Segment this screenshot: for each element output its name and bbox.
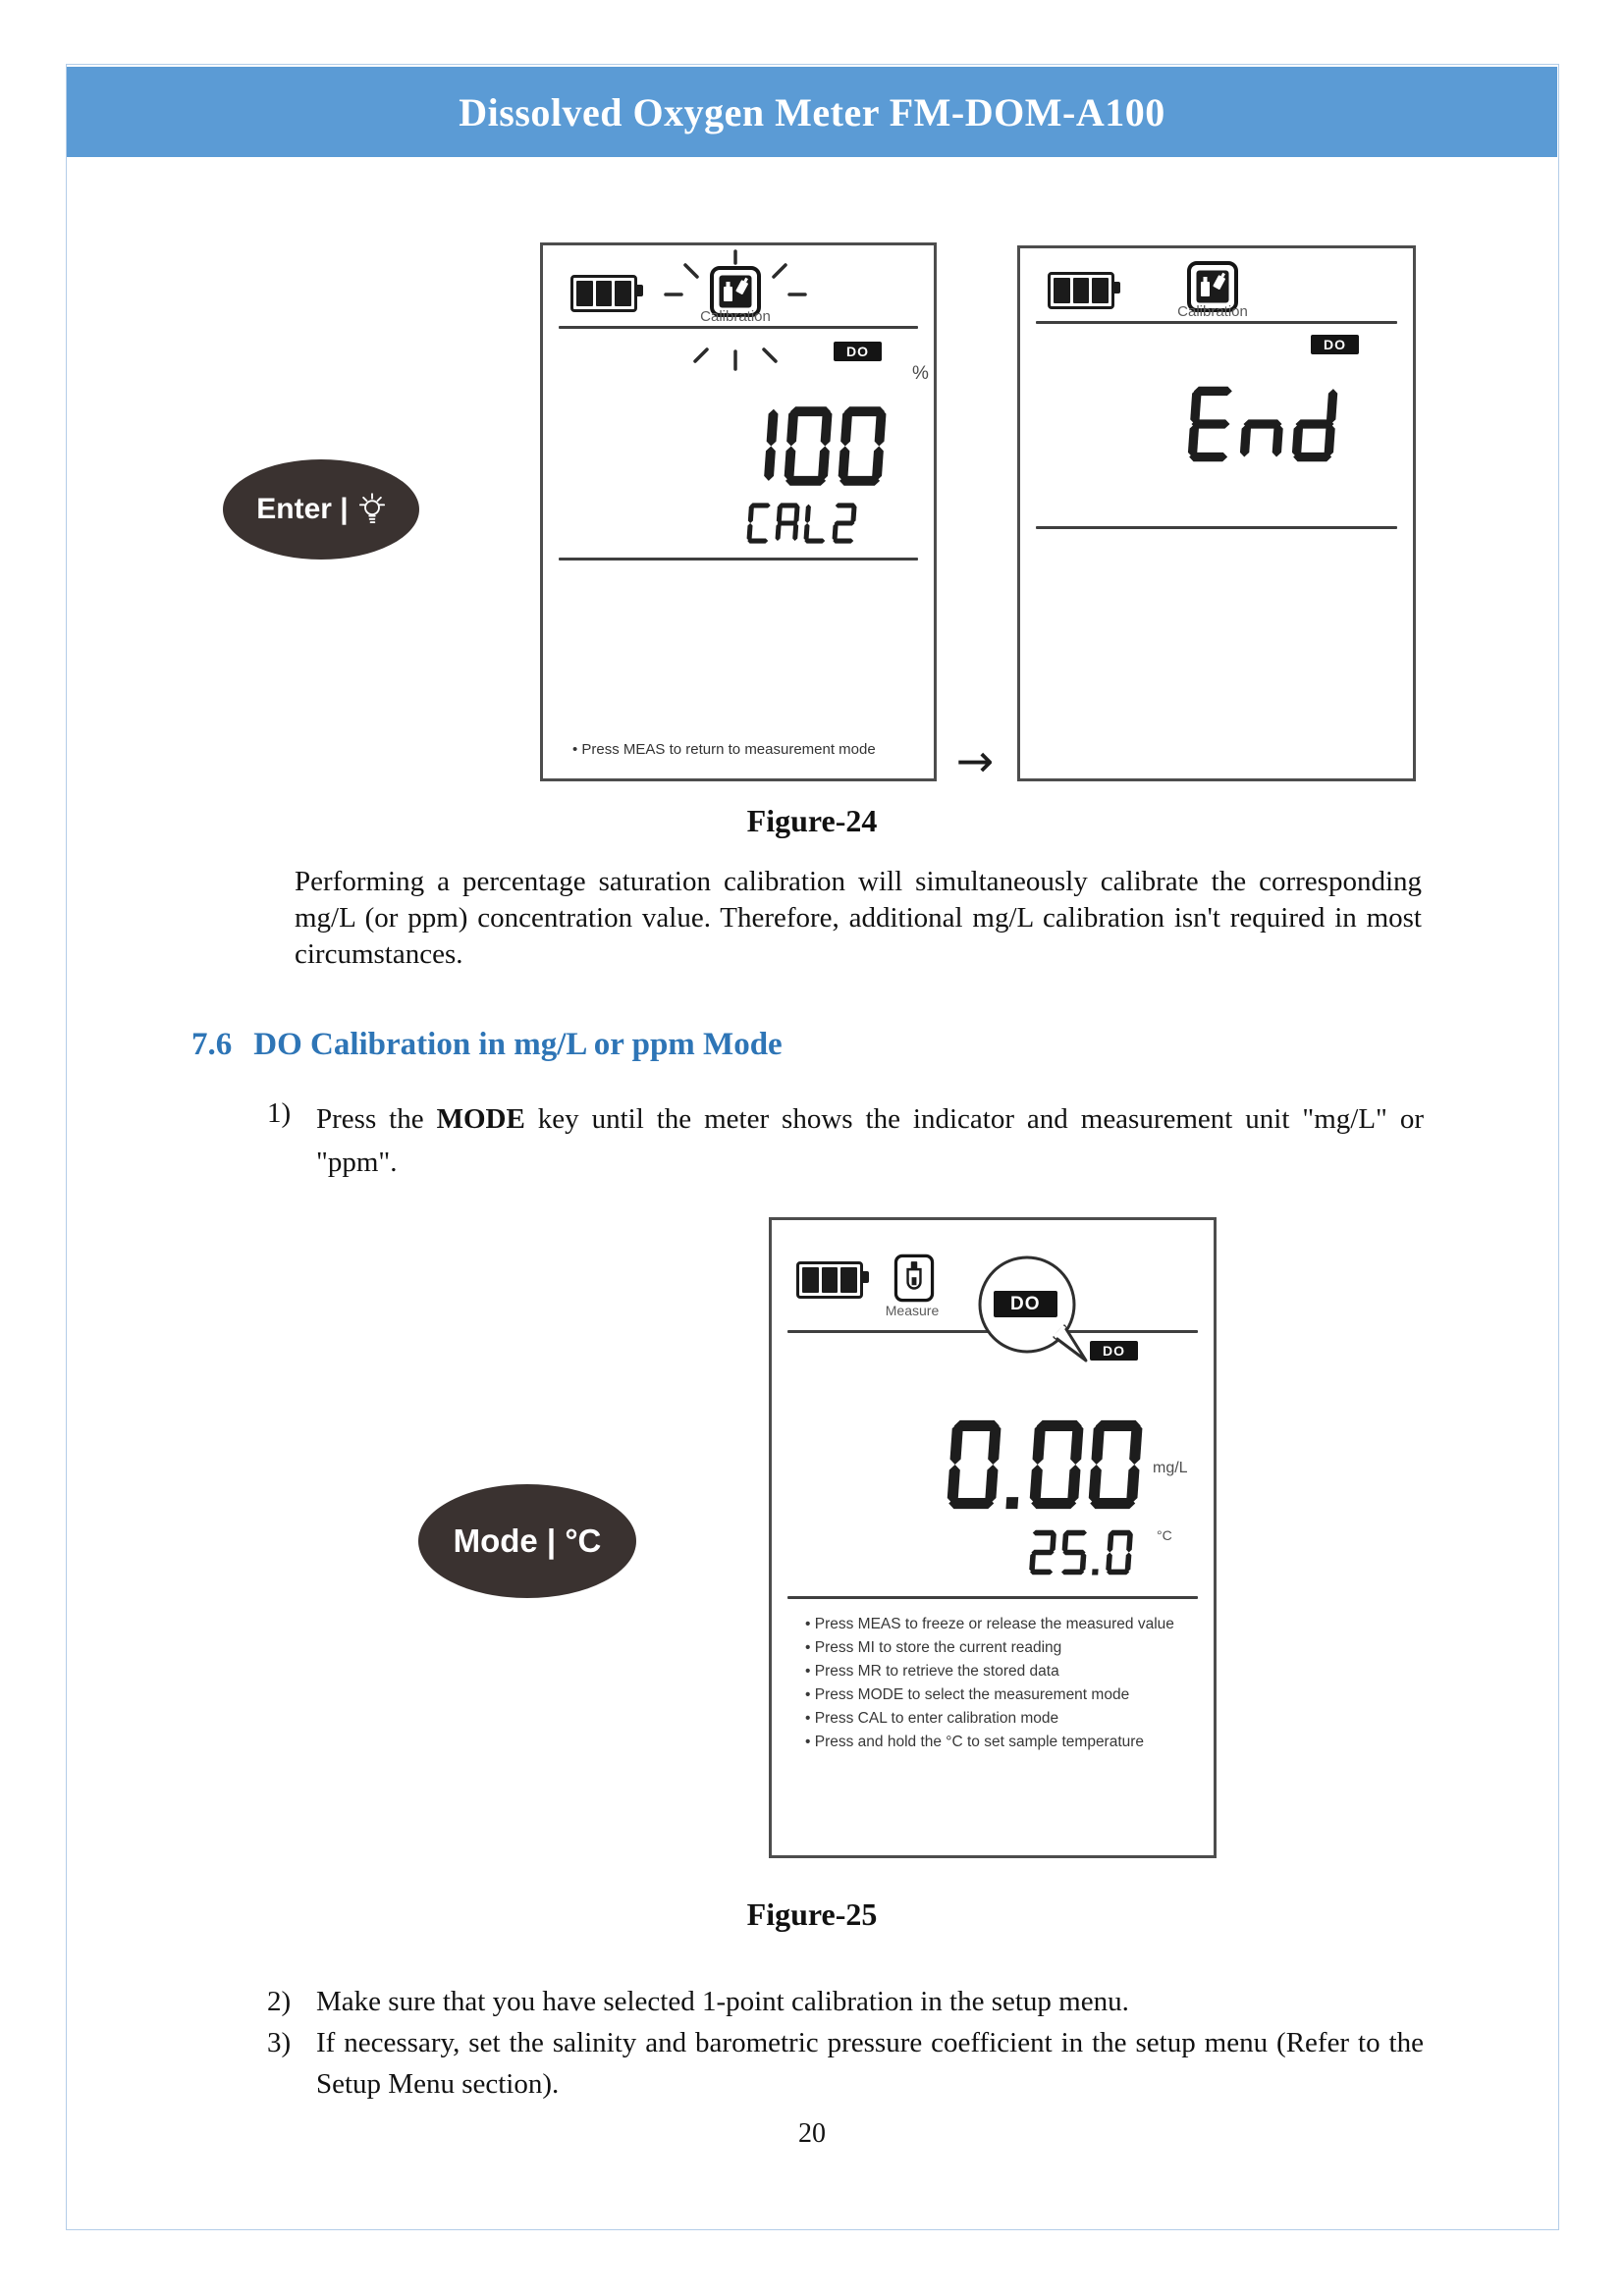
body-paragraph: Performing a percentage saturation calibration will simultaneously calibrate the corresponding mg/L (or ppm) concentration value. Therefore, additional mg/L calibration isn't required in most circumstances.	[295, 866, 1422, 970]
lcd-hint-note: • Press MEAS to return to measurement mode	[572, 741, 876, 758]
step-1	[267, 1097, 1424, 1184]
step-text: Make sure that you have selected 1-point calibration in the setup menu.	[316, 1986, 1129, 2017]
section-title: DO Calibration in mg/L or ppm Mode	[253, 1027, 783, 1062]
lcd-mode-value	[746, 503, 858, 544]
lcd-divider	[559, 558, 918, 561]
lcd-display-calibration-100	[540, 242, 937, 781]
lcd-note: • Press MI to store the current reading	[805, 1639, 1062, 1656]
lcd-do-value	[946, 1419, 1144, 1510]
lcd-note: • Press MODE to select the measurement mode	[805, 1686, 1130, 1703]
page-title: Dissolved Oxygen Meter FM-DOM-A100	[459, 89, 1165, 134]
lcd-main-value	[1186, 386, 1338, 462]
measure-probe-icon	[892, 1254, 937, 1303]
step-2	[267, 1981, 1424, 2022]
page-number: 20	[798, 2118, 826, 2149]
do-mode-badge: DO	[834, 342, 882, 361]
enter-button-label: Enter |	[256, 493, 349, 525]
do-badge-small: DO	[1090, 1341, 1138, 1361]
do-mode-badge: DO	[1311, 335, 1359, 354]
lcd-note: • Press MR to retrieve the stored data	[805, 1663, 1059, 1680]
steps-2-3	[267, 1981, 1424, 2105]
figure-24-caption: Figure-24	[746, 803, 878, 838]
figure-25-caption: Figure-25	[746, 1896, 878, 1932]
lcd-note: • Press MEAS to freeze or release the measured value	[805, 1616, 1174, 1632]
lcd-divider	[787, 1596, 1198, 1599]
enter-button	[223, 459, 419, 560]
battery-icon	[1048, 272, 1114, 309]
lcd-display-calibration-end	[1017, 245, 1416, 781]
step-number: 2)	[267, 1986, 292, 2017]
do-badge-balloon: DO	[994, 1291, 1057, 1317]
battery-icon	[796, 1261, 863, 1299]
calibration-label: Calibration	[1177, 303, 1248, 320]
lcd-display-measure	[769, 1217, 1217, 1858]
step-number: 3)	[267, 2027, 292, 2058]
percent-symbol: %	[912, 363, 929, 384]
lcd-temp-value	[1028, 1529, 1133, 1575]
step-3	[267, 2022, 1424, 2105]
section-heading-7-6	[191, 1027, 783, 1063]
lcd-note: • Press CAL to enter calibration mode	[805, 1710, 1059, 1727]
section-number: 7.6	[191, 1027, 233, 1062]
transition-arrow-icon: →	[955, 734, 995, 787]
lcd-divider	[1036, 321, 1397, 324]
lcd-hint-list	[805, 1613, 1174, 1754]
step-text: If necessary, set the salinity and barometric pressure coefficient in the setup menu (Refer to the Setup Menu section).	[316, 2027, 1424, 2100]
celsius-unit: °C	[1157, 1527, 1172, 1543]
lcd-divider	[1036, 526, 1397, 529]
battery-icon	[570, 275, 637, 312]
lcd-main-value	[729, 405, 888, 487]
mode-button-label: Mode | °C	[453, 1522, 602, 1559]
step-text: Press the MODE key until the meter shows the indicator and measurement unit "mg/L" or "ppm".	[316, 1103, 1424, 1178]
mg-l-unit: mg/L	[1153, 1460, 1188, 1476]
mode-key-emphasis: MODE	[436, 1103, 525, 1135]
measure-label: Measure	[885, 1303, 940, 1318]
calibration-label: Calibration	[700, 308, 771, 325]
step-number: 1)	[267, 1097, 292, 1129]
backlight-bulb-icon	[358, 492, 386, 527]
mode-button	[418, 1484, 636, 1598]
lcd-divider	[559, 326, 918, 329]
lcd-note: • Press and hold the °C to set sample temperature	[805, 1734, 1145, 1750]
header-banner	[67, 67, 1557, 157]
